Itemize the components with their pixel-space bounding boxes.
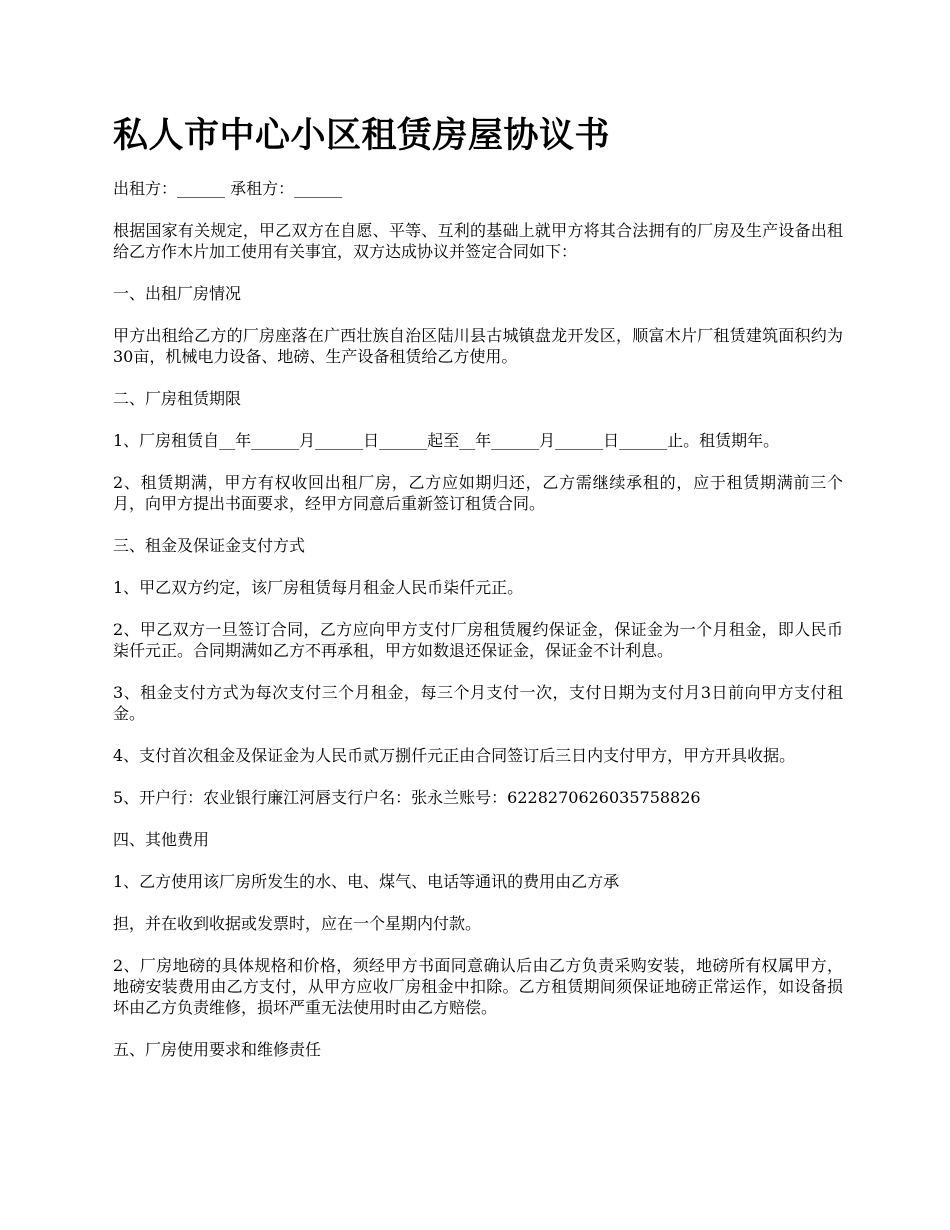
clause-3-5: 5、开户行：农业银行廉江河唇支行户名：张永兰账号：6228270626035758826 [113, 788, 701, 807]
document-title: 私人市中心小区租赁房屋协议书 [113, 116, 611, 156]
clause-2-2: 2、租赁期满，甲方有权收回出租厂房，乙方应如期归还，乙方需继续承租的，应于租赁期满前三个月，向甲方提出书面要求，经甲方同意后重新签订租赁合同。 [113, 473, 843, 513]
section-1-text: 甲方出租给乙方的厂房座落在广西壮族自治区陆川县古城镇盘龙开发区，顺富木片厂租赁建筑面积约为30亩，机械电力设备、地磅、生产设备租赁给乙方使用。 [113, 326, 843, 366]
section-heading-1: 一、出租厂房情况 [113, 284, 242, 303]
section-heading-2: 二、厂房租赁期限 [113, 389, 242, 408]
clause-4-1-part-b: 担，并在收到收据或发票时，应在一个星期内付款。 [113, 914, 482, 933]
clause-3-3: 3、租金支付方式为每次支付三个月租金，每三个月支付一次，支付日期为支付月3日前向甲方支付租金。 [113, 683, 843, 723]
preamble: 根据国家有关规定，甲乙双方在自愿、平等、互利的基础上就甲方将其合法拥有的厂房及生产设备出租给乙方作木片加工使用有关事宜，双方达成协议并签定合同如下： [113, 221, 843, 261]
section-heading-4: 四、其他费用 [113, 830, 210, 849]
clause-4-1-part-a: 1、乙方使用该厂房所发生的水、电、煤气、电话等通讯的费用由乙方承 [113, 872, 620, 891]
section-heading-5: 五、厂房使用要求和维修责任 [113, 1040, 322, 1059]
document-page [113, 108, 843, 1081]
clause-3-1: 1、甲乙双方约定，该厂房租赁每月租金人民币柒仟元正。 [113, 578, 524, 597]
clause-3-2: 2、甲乙双方一旦签订合同，乙方应向甲方支付厂房租赁履约保证金，保证金为一个月租金，即人民币柒仟元正。合同期满如乙方不再承租，甲方如数退还保证金，保证金不计利息。 [113, 620, 843, 660]
clause-2-1: 1、厂房租赁自__年______月______日______起至__年______月______日______止。租赁期年。 [113, 431, 780, 450]
section-heading-3: 三、租金及保证金支付方式 [113, 536, 306, 555]
clause-4-2: 2、厂房地磅的具体规格和价格，须经甲方书面同意确认后由乙方负责采购安装，地磅所有权属甲方，地磅安装费用由乙方支付，从甲方应收厂房租金中扣除。乙方租赁期间须保证地磅正常运作，如设备损坏由乙方负责维修，损坏严重无法使用时由乙方赔偿。 [113, 956, 843, 1017]
clause-3-4: 4、支付首次租金及保证金为人民币贰万捌仟元正由合同签订后三日内支付甲方，甲方开具收据。 [113, 746, 796, 765]
parties-line: 出租方：______ 承租方：______ [113, 179, 343, 198]
